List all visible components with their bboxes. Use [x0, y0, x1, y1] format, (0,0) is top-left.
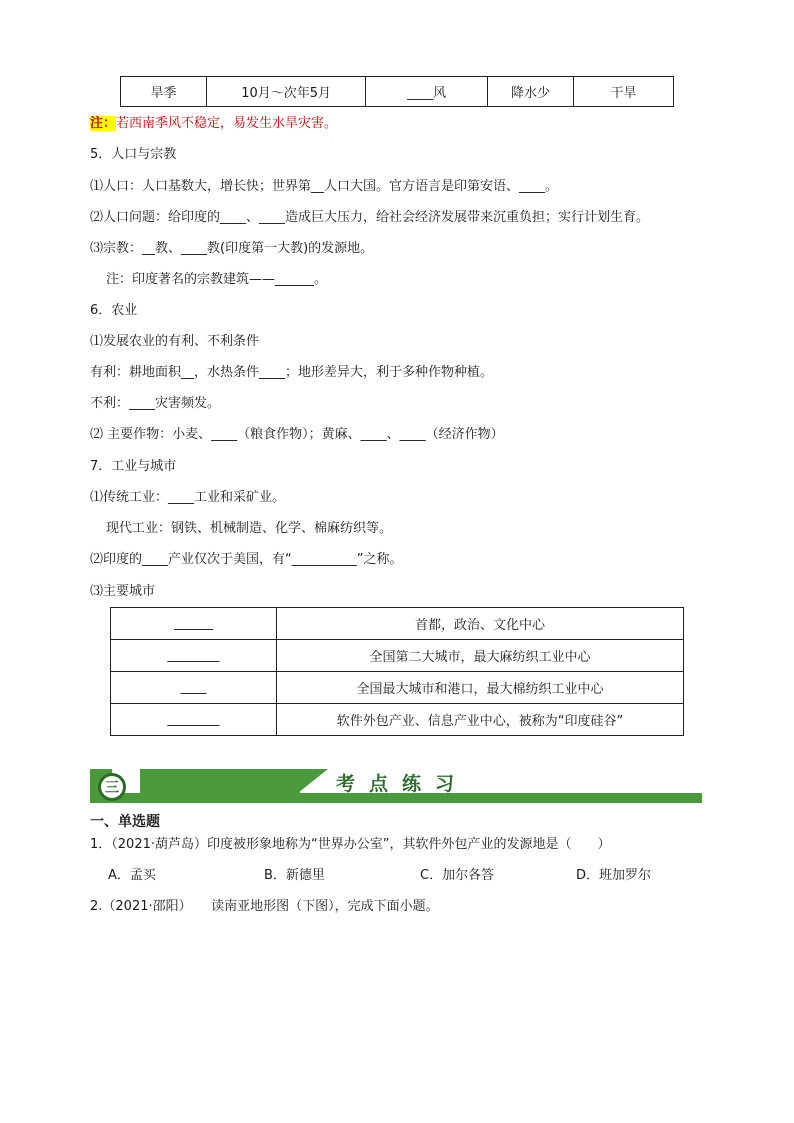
table-cell: ________ — [111, 640, 277, 672]
banner-slope — [298, 769, 328, 793]
table-row — [111, 672, 684, 704]
city-table — [110, 607, 684, 736]
option-c[interactable]: C．加尔各答 — [420, 868, 495, 883]
line-7-1: ⑴传统工业：____工业和采矿业。 — [90, 490, 286, 505]
line-6-2: ⑵ 主要作物：小麦、____（粮食作物）；黄麻、____、____（经济作物） — [90, 427, 504, 442]
note-line — [90, 115, 337, 133]
table-row — [111, 640, 684, 672]
table-cell: 旱季 — [121, 77, 207, 107]
table-cell: 全国第二大城市，最大麻纺织工业中心 — [277, 640, 684, 672]
table-cell: 软件外包产业、信息产业中心，被称为“印度硅谷” — [277, 704, 684, 736]
question-1: 1．（2021·葫芦岛）印度被形象地称为“世界办公室”，其软件外包产业的发源地是（ ） — [90, 837, 611, 852]
line-5-1: ⑴人口：人口基数大，增长快；世界第__人口大国。官方语言是印第安语、____。 — [90, 179, 559, 194]
table-cell: ____风 — [366, 77, 488, 107]
banner-number-badge: 三 — [98, 773, 126, 801]
line-7-1b: 现代工业：钢铁、机械制造、化学、棉麻纺织等。 — [106, 521, 393, 536]
banner-top-block — [140, 769, 300, 793]
table-row — [111, 608, 684, 640]
banner-title: 考点练习 — [336, 773, 469, 795]
line-7-2: ⑵印度的____产业仅次于美国，有“__________”之称。 — [90, 552, 403, 567]
table-row — [111, 704, 684, 736]
table-cell: ____ — [111, 672, 277, 704]
table-cell: ______ — [111, 608, 277, 640]
note-text: 若西南季风不稳定，易发生水旱灾害。 — [116, 116, 338, 131]
line-5-2: ⑵人口问题：给印度的____、____造成巨大压力，给社会经济发展带来沉重负担；实行计划生育。 — [90, 210, 650, 225]
line-6-1: ⑴发展农业的有利、不利条件 — [90, 334, 260, 349]
heading-7: 7．工业与城市 — [90, 459, 177, 474]
line-5-3: ⑶宗教：__教、____教(印度第一大教)的发源地。 — [90, 241, 374, 256]
option-a[interactable]: A．孟买 — [108, 868, 156, 883]
table-row — [121, 77, 674, 107]
table-cell: 首都，政治、文化中心 — [277, 608, 684, 640]
section-banner — [90, 769, 702, 805]
line-6-adv: 有利：耕地面积__，水热条件____；地形差异大，利于多种作物种植。 — [90, 365, 494, 380]
table-cell: 降水少 — [488, 77, 574, 107]
season-table — [120, 76, 674, 107]
question-2: 2.（2021·邵阳） 读南亚地形图（下图），完成下面小题。 — [90, 899, 439, 914]
line-5-note: 注：印度著名的宗教建筑——______。 — [106, 272, 328, 287]
option-d[interactable]: D．班加罗尔 — [576, 868, 652, 883]
section-heading: 一、单选题 — [90, 814, 160, 830]
table-cell: 10月～次年5月 — [207, 77, 366, 107]
table-cell: ________ — [111, 704, 277, 736]
option-b[interactable]: B．新德里 — [264, 868, 325, 883]
table-cell: 干旱 — [574, 77, 674, 107]
heading-5: 5．人口与宗教 — [90, 147, 177, 162]
table-cell: 全国最大城市和港口，最大棉纺织工业中心 — [277, 672, 684, 704]
heading-6: 6．农业 — [90, 303, 138, 318]
line-6-dis: 不利：____灾害频发。 — [90, 396, 221, 411]
note-label: 注： — [90, 116, 117, 131]
line-7-3: ⑶主要城市 — [90, 584, 156, 599]
